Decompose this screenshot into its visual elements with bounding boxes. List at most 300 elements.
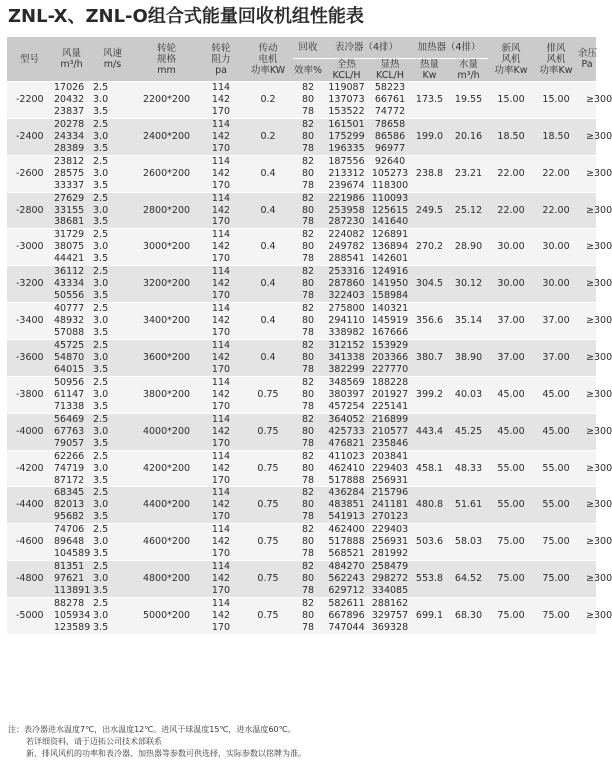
exhaust-fan-cell: 75.00 <box>534 524 578 561</box>
recovery-efficiency-cell: 80 <box>293 426 323 438</box>
cooler-total-cell: 187556 <box>323 155 370 167</box>
wheel-size-cell: 3400*200 <box>134 303 199 340</box>
wheel-resistance-cell: 114 <box>199 229 243 241</box>
model-cell: -4800 <box>7 561 52 598</box>
airflow-cell: 61147 <box>52 389 91 401</box>
cooler-total-cell: 119087 <box>323 82 370 94</box>
cooler-sensible-cell: 74772 <box>370 106 410 118</box>
cooler-sensible-cell: 158984 <box>371 290 409 302</box>
model-cell: -3000 <box>7 229 52 266</box>
header-drive-motor: 传动 电机 功率KW <box>243 37 293 82</box>
wheel-resistance-cell: 170 <box>199 438 243 450</box>
recovery-efficiency-cell: 78 <box>293 180 323 192</box>
airflow-cell: 64015 <box>52 364 91 376</box>
airflow-cell: 23812 <box>52 155 91 167</box>
heater-water-cell: 25.12 <box>449 192 488 229</box>
cooler-sensible-cell: 78658 <box>370 118 410 130</box>
airspeed-cell: 3.0 <box>91 168 134 180</box>
airspeed-cell: 2.5 <box>91 118 134 130</box>
header-cooler: 表冷器（4排） <box>323 37 410 59</box>
recovery-efficiency-cell: 82 <box>293 229 323 241</box>
heater-heat-cell: 199.0 <box>410 118 449 155</box>
drive-motor-cell: 0.4 <box>243 192 293 229</box>
airspeed-cell: 3.5 <box>91 327 134 339</box>
airspeed-cell: 3.0 <box>91 536 134 548</box>
cooler-sensible-cell: 369328 <box>371 621 409 633</box>
recovery-efficiency-cell: 80 <box>293 94 323 106</box>
cooler-sensible-cell: 126891 <box>371 229 409 241</box>
heater-water-cell: 51.61 <box>449 487 488 524</box>
airflow-cell: 33337 <box>52 180 91 192</box>
wheel-size-cell: 2800*200 <box>134 192 199 229</box>
header-airflow: 风量 m³/h <box>52 37 91 82</box>
airspeed-cell: 3.0 <box>91 573 134 585</box>
drive-motor-cell: 0.4 <box>243 155 293 192</box>
header-model: 型号 <box>7 37 52 82</box>
airflow-cell: 71338 <box>52 401 91 413</box>
residual-pressure-cell: ≥300 <box>578 487 596 524</box>
cooler-total-cell: 425733 <box>323 426 370 438</box>
wheel-size-cell: 2600*200 <box>134 155 199 192</box>
wheel-resistance-cell: 114 <box>199 524 243 536</box>
airspeed-cell: 3.5 <box>91 585 134 597</box>
recovery-efficiency-cell: 82 <box>293 376 323 388</box>
exhaust-fan-cell: 22.00 <box>534 192 578 229</box>
wheel-resistance-cell: 170 <box>199 143 243 155</box>
wheel-resistance-cell: 170 <box>199 511 243 523</box>
cooler-sensible-cell: 227770 <box>371 363 409 375</box>
recovery-efficiency-cell: 80 <box>293 573 323 585</box>
wheel-resistance-cell: 114 <box>199 82 243 94</box>
recovery-efficiency-cell: 80 <box>293 536 323 548</box>
table-header <box>7 37 596 82</box>
exhaust-fan-cell: 22.00 <box>534 155 578 192</box>
cooler-sensible-cell: 167666 <box>371 327 409 339</box>
footnote-line: 注：表冷器进水温度7℃，出水温度12℃。进风干球温度15℃，进水温度60℃。 <box>8 725 296 734</box>
cooler-sensible-cell: 235846 <box>371 437 409 449</box>
recovery-efficiency-cell: 80 <box>293 168 323 180</box>
recovery-efficiency-cell: 82 <box>293 303 323 315</box>
cooler-sensible-cell: 153929 <box>371 340 409 352</box>
airspeed-cell: 3.0 <box>91 610 134 622</box>
cooler-total-cell: 275800 <box>323 303 370 315</box>
airflow-cell: 68345 <box>52 487 91 499</box>
airspeed-cell: 2.5 <box>91 413 134 425</box>
airflow-cell: 20278 <box>52 118 91 130</box>
wheel-resistance-cell: 114 <box>199 340 243 352</box>
model-cell: -2400 <box>7 118 52 155</box>
exhaust-fan-cell: 37.00 <box>534 340 578 377</box>
airspeed-cell: 3.0 <box>91 131 134 143</box>
fresh-fan-cell: 75.00 <box>488 524 534 561</box>
airspeed-cell: 3.5 <box>91 401 134 413</box>
heater-heat-cell: 238.8 <box>410 155 449 192</box>
airflow-cell: 74706 <box>52 524 91 536</box>
recovery-efficiency-cell: 78 <box>293 364 323 376</box>
airflow-cell: 105934 <box>54 609 91 621</box>
airflow-cell: 20432 <box>52 94 91 106</box>
wheel-resistance-cell: 170 <box>199 253 243 265</box>
airflow-cell: 79057 <box>52 438 91 450</box>
cooler-sensible-cell: 203841 <box>371 450 409 462</box>
wheel-resistance-cell: 170 <box>199 401 243 413</box>
wheel-resistance-cell: 142 <box>199 205 243 217</box>
airspeed-cell: 2.5 <box>91 303 134 315</box>
heater-water-cell: 30.12 <box>449 266 488 303</box>
cooler-total-cell: 312152 <box>323 340 370 352</box>
airflow-cell: 40777 <box>52 303 91 315</box>
cooler-sensible-cell: 124916 <box>371 266 409 278</box>
drive-motor-cell: 0.2 <box>243 118 293 155</box>
wheel-size-cell: 3000*200 <box>134 229 199 266</box>
cooler-sensible-cell: 329757 <box>371 609 409 621</box>
wheel-resistance-cell: 170 <box>199 364 243 376</box>
airflow-cell: 28389 <box>52 143 91 155</box>
header-cooler-sensible: 显热 KCL/H <box>370 59 410 82</box>
wheel-resistance-cell: 114 <box>199 487 243 499</box>
exhaust-fan-cell: 45.00 <box>534 376 578 413</box>
recovery-efficiency-cell: 80 <box>293 610 323 622</box>
exhaust-fan-cell: 55.00 <box>534 487 578 524</box>
cooler-total-cell: 137073 <box>323 94 370 106</box>
cooler-sensible-cell: 140321 <box>371 303 409 315</box>
model-cell: -4600 <box>7 524 52 561</box>
header-residual-pressure: 余压 Pa <box>578 37 596 82</box>
cooler-total-cell: 196335 <box>323 143 370 155</box>
heater-heat-cell: 399.2 <box>410 376 449 413</box>
airflow-cell: 38681 <box>52 216 91 228</box>
airflow-cell: 50556 <box>52 290 91 302</box>
model-cell: -3400 <box>7 303 52 340</box>
wheel-resistance-cell: 142 <box>199 463 243 475</box>
airflow-cell: 44421 <box>52 253 91 265</box>
airflow-cell: 45725 <box>52 340 91 352</box>
model-cell: -4200 <box>7 450 52 487</box>
airflow-cell: 89648 <box>52 536 91 548</box>
airflow-cell: 28575 <box>52 168 91 180</box>
cooler-total-cell: 294110 <box>323 315 370 327</box>
airflow-cell: 67763 <box>52 426 91 438</box>
cooler-total-cell: 457254 <box>323 401 370 413</box>
cooler-total-cell: 221986 <box>323 192 370 204</box>
model-cell: -3600 <box>7 340 52 377</box>
cooler-total-cell: 153522 <box>323 106 370 118</box>
airflow-cell: 56469 <box>52 413 91 425</box>
wheel-size-cell: 4800*200 <box>134 561 199 598</box>
cooler-total-cell: 562243 <box>323 573 370 585</box>
residual-pressure-cell: ≥300 <box>578 376 596 413</box>
residual-pressure-cell: ≥300 <box>578 524 596 561</box>
header-fresh-fan: 新风 风机 功率Kw <box>488 37 534 82</box>
residual-pressure-cell: ≥300 <box>578 340 596 377</box>
wheel-resistance-cell: 142 <box>199 426 243 438</box>
heater-heat-cell: 173.5 <box>410 82 449 119</box>
header-recovery: 回收 <box>293 37 323 59</box>
recovery-efficiency-cell: 80 <box>293 278 323 290</box>
wheel-resistance-cell: 114 <box>199 376 243 388</box>
header-heater: 加热器（4排） <box>410 37 488 59</box>
exhaust-fan-cell: 45.00 <box>534 413 578 450</box>
recovery-efficiency-cell: 82 <box>293 561 323 573</box>
airspeed-cell: 3.0 <box>91 499 134 511</box>
table-row <box>7 450 596 462</box>
page-title: ZNL-X、ZNL-O组合式能量回收机组性能表 <box>8 6 364 27</box>
cooler-total-cell: 382299 <box>323 364 370 376</box>
heater-heat-cell: 304.5 <box>410 266 449 303</box>
table-row <box>7 413 596 425</box>
recovery-efficiency-cell: 80 <box>293 389 323 401</box>
airspeed-cell: 3.5 <box>91 475 134 487</box>
drive-motor-cell: 0.75 <box>243 487 293 524</box>
drive-motor-cell: 0.75 <box>243 376 293 413</box>
table-row <box>7 376 596 388</box>
airspeed-cell: 3.5 <box>91 438 134 450</box>
model-cell: -4000 <box>7 413 52 450</box>
header-wheel-resistance: 转轮 阻力 pa <box>199 37 243 82</box>
airspeed-cell: 3.0 <box>91 94 134 106</box>
heater-water-cell: 20.16 <box>449 118 488 155</box>
recovery-efficiency-cell: 80 <box>293 205 323 217</box>
residual-pressure-cell: ≥300 <box>578 266 596 303</box>
drive-motor-cell: 0.4 <box>243 229 293 266</box>
cooler-sensible-cell: 229403 <box>371 462 409 474</box>
wheel-size-cell: 4400*200 <box>134 487 199 524</box>
recovery-efficiency-cell: 80 <box>293 315 323 327</box>
wheel-resistance-cell: 114 <box>199 598 243 610</box>
airspeed-cell: 3.5 <box>91 548 134 560</box>
wheel-resistance-cell: 170 <box>199 180 243 192</box>
wheel-resistance-cell: 142 <box>199 241 243 253</box>
heater-water-cell: 38.90 <box>449 340 488 377</box>
residual-pressure-cell: ≥300 <box>578 192 596 229</box>
wheel-resistance-cell: 170 <box>199 585 243 597</box>
heater-water-cell: 35.14 <box>449 303 488 340</box>
fresh-fan-cell: 45.00 <box>488 413 534 450</box>
wheel-size-cell: 4200*200 <box>134 450 199 487</box>
heater-heat-cell: 480.8 <box>410 487 449 524</box>
wheel-resistance-cell: 142 <box>199 536 243 548</box>
airspeed-cell: 3.5 <box>91 290 134 302</box>
airspeed-cell: 3.5 <box>91 106 134 118</box>
airflow-cell: 88278 <box>52 598 91 610</box>
cooler-sensible-cell: 145919 <box>371 315 409 327</box>
cooler-total-cell: 667896 <box>323 610 370 622</box>
table-row <box>7 524 596 536</box>
airspeed-cell: 3.0 <box>91 241 134 253</box>
fresh-fan-cell: 15.00 <box>488 82 534 119</box>
cooler-total-cell: 582611 <box>323 598 370 610</box>
exhaust-fan-cell: 30.00 <box>534 229 578 266</box>
airspeed-cell: 2.5 <box>91 561 134 573</box>
wheel-resistance-cell: 142 <box>199 131 243 143</box>
cooler-total-cell: 380397 <box>323 389 370 401</box>
cooler-sensible-cell: 142601 <box>371 253 409 265</box>
fresh-fan-cell: 55.00 <box>488 487 534 524</box>
recovery-efficiency-cell: 78 <box>293 511 323 523</box>
recovery-efficiency-cell: 78 <box>293 401 323 413</box>
heater-water-cell: 28.90 <box>449 229 488 266</box>
airflow-cell: 123589 <box>54 621 91 633</box>
cooler-sensible-cell: 188228 <box>371 376 409 388</box>
airspeed-cell: 3.5 <box>91 253 134 265</box>
recovery-efficiency-cell: 80 <box>293 352 323 364</box>
table-row <box>7 266 596 278</box>
drive-motor-cell: 0.75 <box>243 524 293 561</box>
heater-water-cell: 23.21 <box>449 155 488 192</box>
recovery-efficiency-cell: 78 <box>293 585 323 597</box>
recovery-efficiency-cell: 82 <box>293 266 323 278</box>
cooler-sensible-cell: 288162 <box>371 598 409 610</box>
model-cell: -3200 <box>7 266 52 303</box>
airflow-cell: 27629 <box>52 192 91 204</box>
header-exhaust-fan: 排风 风机 功率Kw <box>534 37 578 82</box>
airspeed-cell: 3.5 <box>91 180 134 192</box>
heater-heat-cell: 380.7 <box>410 340 449 377</box>
drive-motor-cell: 0.75 <box>243 413 293 450</box>
cooler-total-cell: 462410 <box>323 463 370 475</box>
model-cell: -4400 <box>7 487 52 524</box>
wheel-resistance-cell: 114 <box>199 413 243 425</box>
airspeed-cell: 3.5 <box>91 143 134 155</box>
airflow-cell: 24334 <box>52 131 91 143</box>
cooler-sensible-cell: 141950 <box>371 278 409 290</box>
airflow-cell: 95682 <box>52 511 91 523</box>
airflow-cell: 54870 <box>52 352 91 364</box>
model-cell: -2600 <box>7 155 52 192</box>
residual-pressure-cell: ≥300 <box>578 229 596 266</box>
heater-water-cell: 19.55 <box>449 82 488 119</box>
footnote-line: 新、排风风机的功率和表冷器、加热器等参数可供选择，实际参数以铭牌为准。 <box>26 749 306 758</box>
airflow-cell: 82013 <box>52 499 91 511</box>
wheel-size-cell: 4600*200 <box>134 524 199 561</box>
recovery-efficiency-cell: 82 <box>293 598 323 610</box>
airspeed-cell: 2.5 <box>91 524 134 536</box>
fresh-fan-cell: 75.00 <box>488 561 534 598</box>
wheel-resistance-cell: 142 <box>199 499 243 511</box>
fresh-fan-cell: 55.00 <box>488 450 534 487</box>
airflow-cell: 23837 <box>52 106 91 118</box>
wheel-resistance-cell: 170 <box>199 327 243 339</box>
cooler-sensible-cell: 210577 <box>371 425 409 437</box>
fresh-fan-cell: 30.00 <box>488 229 534 266</box>
recovery-efficiency-cell: 78 <box>293 253 323 265</box>
airspeed-cell: 2.5 <box>91 487 134 499</box>
recovery-efficiency-cell: 78 <box>293 327 323 339</box>
airflow-cell: 48932 <box>52 315 91 327</box>
airspeed-cell: 2.5 <box>91 340 134 352</box>
airflow-cell: 97621 <box>52 573 91 585</box>
cooler-total-cell: 253316 <box>323 266 370 278</box>
airspeed-cell: 3.0 <box>91 315 134 327</box>
cooler-sensible-cell: 92640 <box>370 155 410 167</box>
cooler-sensible-cell: 258479 <box>371 561 409 573</box>
recovery-efficiency-cell: 80 <box>293 499 323 511</box>
wheel-resistance-cell: 170 <box>199 216 243 228</box>
wheel-resistance-cell: 114 <box>199 192 243 204</box>
cooler-total-cell: 484270 <box>323 561 370 573</box>
table-row <box>7 487 596 499</box>
recovery-efficiency-cell: 78 <box>293 475 323 487</box>
drive-motor-cell: 0.4 <box>243 303 293 340</box>
wheel-resistance-cell: 114 <box>199 118 243 130</box>
wheel-resistance-cell: 142 <box>199 168 243 180</box>
wheel-resistance-cell: 142 <box>199 573 243 585</box>
airspeed-cell: 2.5 <box>91 155 134 167</box>
cooler-sensible-cell: 96977 <box>370 143 410 155</box>
cooler-total-cell: 249782 <box>323 241 370 253</box>
table-row <box>7 229 596 241</box>
recovery-efficiency-cell: 78 <box>293 290 323 302</box>
airspeed-cell: 3.0 <box>91 426 134 438</box>
recovery-efficiency-cell: 82 <box>293 82 323 94</box>
wheel-resistance-cell: 142 <box>199 610 243 622</box>
recovery-efficiency-cell: 82 <box>293 413 323 425</box>
cooler-sensible-cell: 215796 <box>371 487 409 499</box>
airspeed-cell: 2.5 <box>91 598 134 610</box>
cooler-total-cell: 348569 <box>323 376 370 388</box>
recovery-efficiency-cell: 78 <box>293 216 323 228</box>
wheel-resistance-cell: 142 <box>199 94 243 106</box>
heater-water-cell: 45.25 <box>449 413 488 450</box>
drive-motor-cell: 0.2 <box>243 82 293 119</box>
heater-water-cell: 64.52 <box>449 561 488 598</box>
wheel-resistance-cell: 170 <box>199 548 243 560</box>
fresh-fan-cell: 75.00 <box>488 598 534 634</box>
airspeed-cell: 3.0 <box>91 463 134 475</box>
airflow-cell: 50956 <box>52 376 91 388</box>
header-cooler-total: 全热 KCL/H <box>323 59 370 82</box>
cooler-total-cell: 462400 <box>323 524 370 536</box>
exhaust-fan-cell: 37.00 <box>534 303 578 340</box>
heater-heat-cell: 503.6 <box>410 524 449 561</box>
wheel-resistance-cell: 142 <box>199 315 243 327</box>
header-airspeed: 风速 m/s <box>91 37 134 82</box>
wheel-size-cell: 3600*200 <box>134 340 199 377</box>
airspeed-cell: 2.5 <box>91 229 134 241</box>
drive-motor-cell: 0.75 <box>243 598 293 634</box>
airflow-cell: 104589 <box>54 548 91 560</box>
footnote <box>8 724 596 760</box>
heater-heat-cell: 553.8 <box>410 561 449 598</box>
airflow-cell: 33155 <box>52 205 91 217</box>
airflow-cell: 74719 <box>52 463 91 475</box>
table-row <box>7 155 596 167</box>
cooler-total-cell: 411023 <box>323 450 370 462</box>
cooler-sensible-cell: 241181 <box>371 499 409 511</box>
airflow-cell: 113891 <box>54 585 91 597</box>
residual-pressure-cell: ≥300 <box>578 413 596 450</box>
airflow-cell: 62266 <box>52 450 91 462</box>
table-body <box>7 82 612 634</box>
airspeed-cell: 3.5 <box>91 216 134 228</box>
cooler-sensible-cell: 229403 <box>371 524 409 536</box>
cooler-total-cell: 239674 <box>323 180 370 192</box>
cooler-sensible-cell: 58223 <box>370 82 410 94</box>
airflow-cell: 43334 <box>52 278 91 290</box>
drive-motor-cell: 0.75 <box>243 450 293 487</box>
table-row <box>7 303 596 315</box>
heater-water-cell: 48.33 <box>449 450 488 487</box>
wheel-size-cell: 3200*200 <box>134 266 199 303</box>
table-row <box>7 192 596 204</box>
cooler-total-cell: 747044 <box>323 622 370 634</box>
recovery-efficiency-cell: 78 <box>293 438 323 450</box>
wheel-size-cell: 5000*200 <box>134 598 199 634</box>
cooler-sensible-cell: 281992 <box>371 548 409 560</box>
cooler-total-cell: 287230 <box>323 216 370 228</box>
heater-heat-cell: 249.5 <box>410 192 449 229</box>
fresh-fan-cell: 30.00 <box>488 266 534 303</box>
